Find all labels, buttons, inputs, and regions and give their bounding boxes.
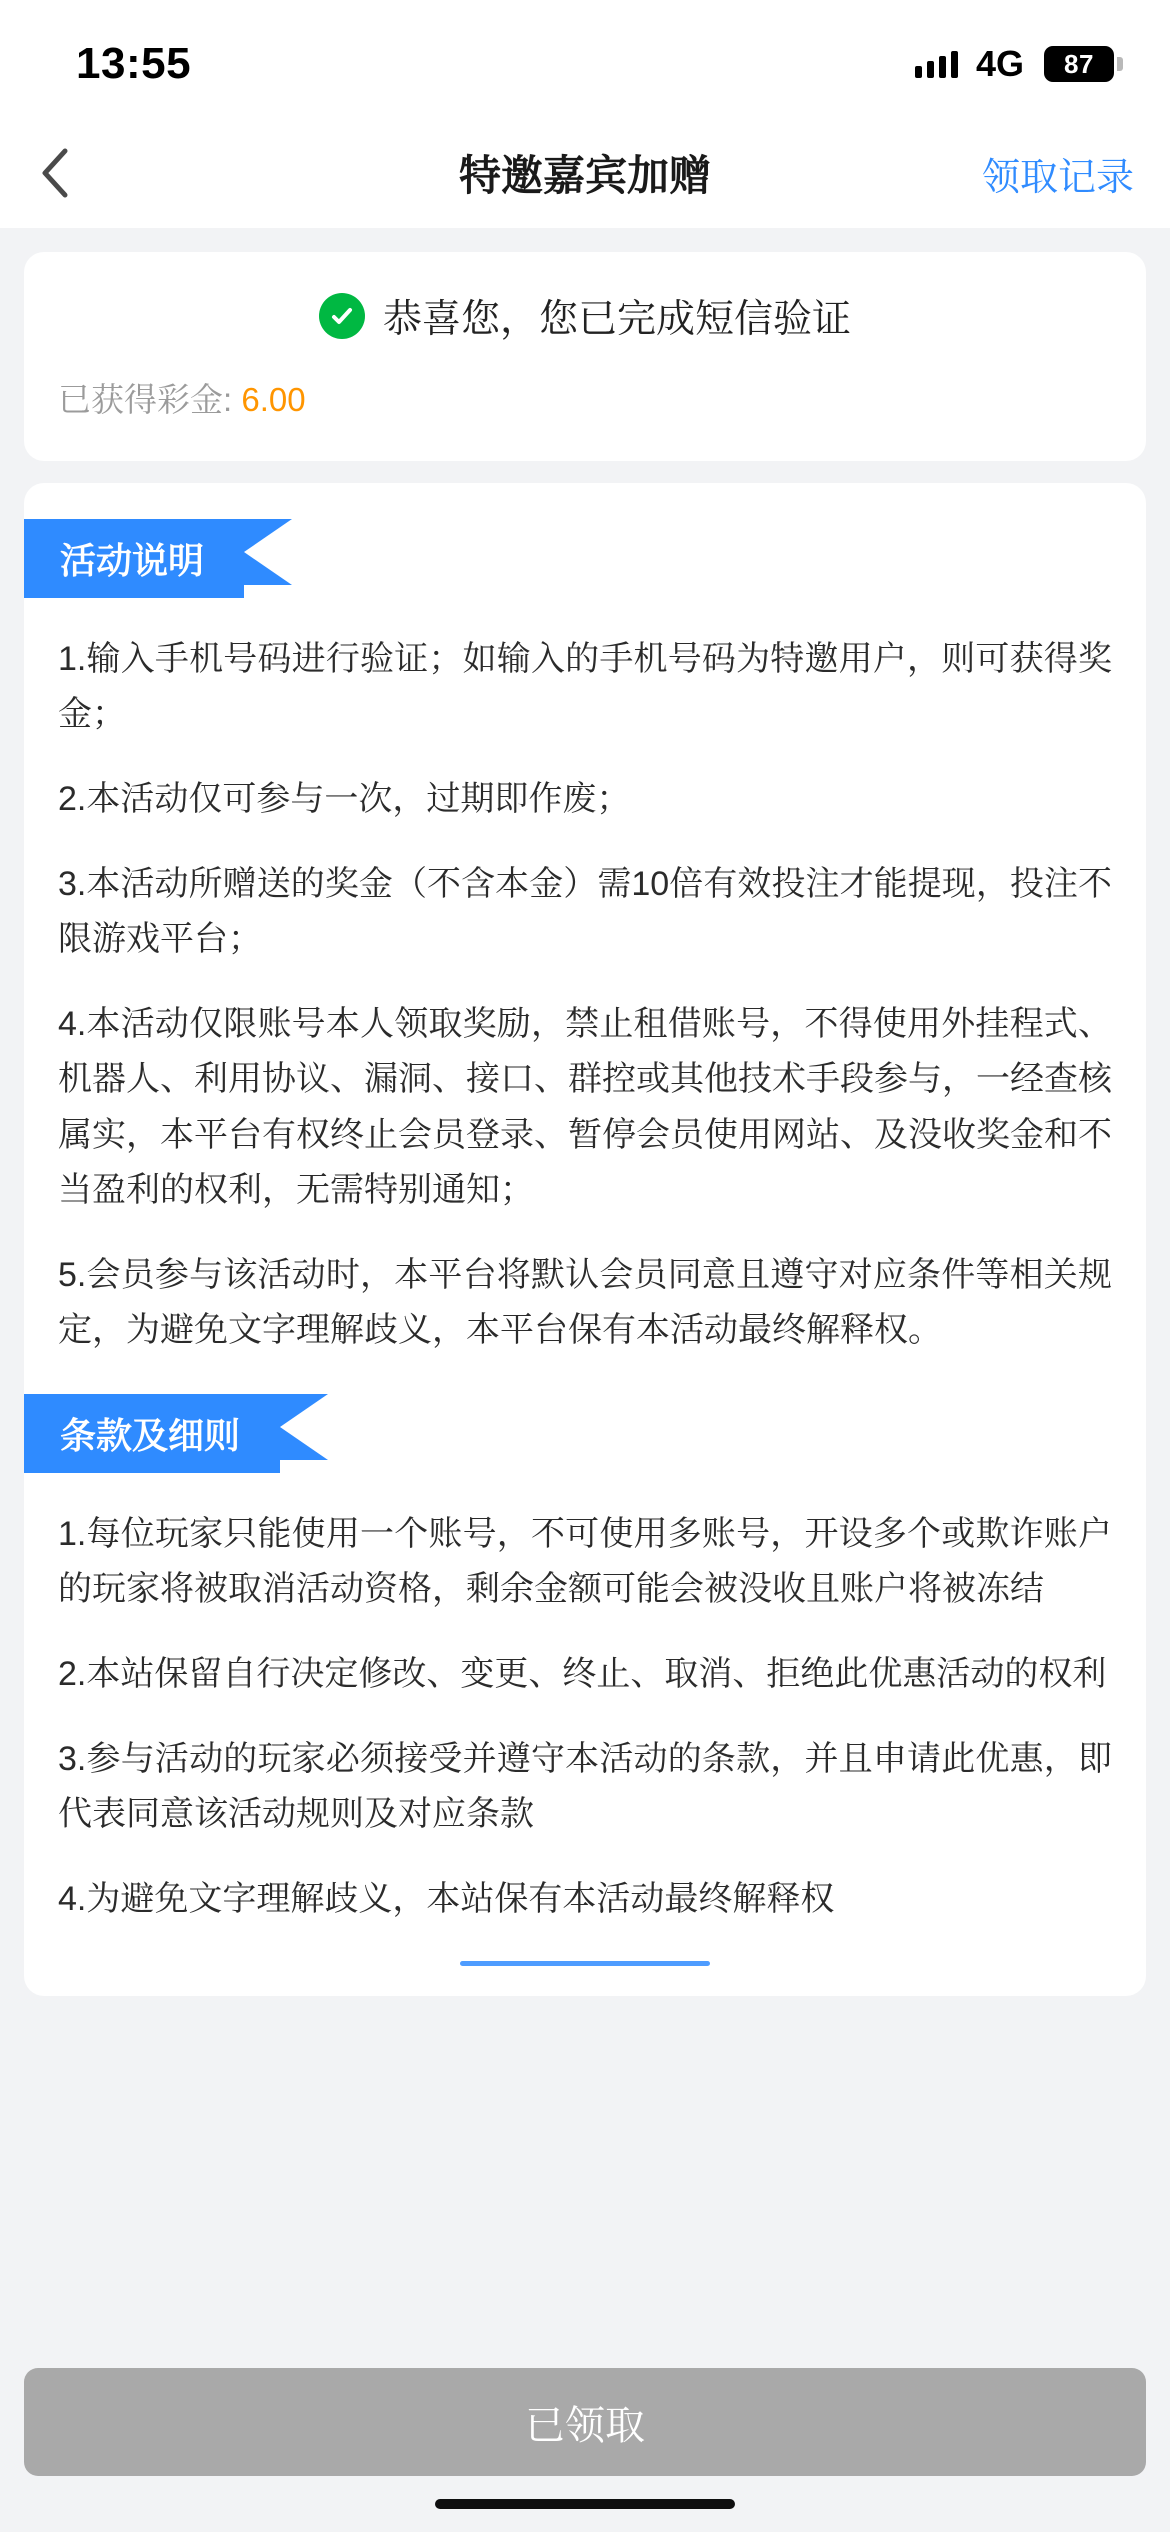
claim-button[interactable]: 已领取 <box>24 2368 1146 2476</box>
amount-row <box>58 374 1112 421</box>
claim-records-link[interactable]: 领取记录 <box>981 156 1134 199</box>
page-title: 特邀嘉宾加赠 <box>458 152 711 199</box>
network-type-label: 4G <box>975 43 1024 84</box>
bottom-bar <box>0 2348 1170 2532</box>
scroll-content[interactable] <box>0 228 1170 2348</box>
chevron-left-icon <box>38 145 72 201</box>
check-circle-icon <box>319 293 365 339</box>
success-row <box>58 288 1112 344</box>
rule-paragraph: 4.本活动仅限账号本人领取奖励，禁止租借账号，不得使用外挂程式、机器人、利用协议、漏洞、接口、群控或其他技术手段参与，一经查核属实，本平台有权终止会员登录、暂停会员使用网站、及没收奖金和不当盈利的权利，无需特别通知； <box>58 1005 1112 1209</box>
ribbon-label: 活动说明 <box>24 519 244 598</box>
term-paragraph: 4.为避免文字理解歧义，本站保有本活动最终解释权 <box>58 1880 835 1919</box>
rule-paragraph: 5.会员参与该活动时，本平台将默认会员同意且遵守对应条件等相关规定，为避免文字理解歧义，本平台保有本活动最终解释权。 <box>58 1255 1112 1349</box>
rule-paragraph: 2.本活动仅可参与一次，过期即作废； <box>58 780 631 819</box>
rule-paragraph: 3.本活动所赠送的奖金（不含本金）需10倍有效投注才能提现，投注不限游戏平台； <box>58 865 1112 959</box>
status-indicators <box>915 33 1114 85</box>
signal-bars-icon <box>915 50 958 78</box>
nav-bar <box>0 118 1170 228</box>
rule-paragraph: 1.输入手机号码进行验证；如输入的手机号码为特邀用户，则可获得奖金； <box>58 640 1112 734</box>
term-paragraph: 3.参与活动的玩家必须接受并遵守本活动的条款，并且申请此优惠，即代表同意该活动规则及对应条款 <box>58 1740 1112 1834</box>
status-bar <box>0 0 1170 118</box>
section-header-terms <box>24 1358 1146 1473</box>
battery-icon <box>1044 46 1114 82</box>
battery-level-label: 87 <box>1064 48 1094 79</box>
home-indicator <box>24 2476 1146 2532</box>
term-paragraph: 1.每位玩家只能使用一个账号，不可使用多账号，开设多个或欺诈账户的玩家将被取消活动资格，剩余金额可能会被没收且账户将被冻结 <box>58 1514 1112 1608</box>
scroll-indicator <box>460 1961 710 1966</box>
status-time: 13:55 <box>76 39 192 88</box>
section-header-activity <box>24 483 1146 598</box>
amount-value: 6.00 <box>241 381 306 418</box>
ribbon-label: 条款及细则 <box>24 1394 280 1473</box>
amount-label: 已获得彩金: <box>58 381 233 418</box>
back-button[interactable] <box>0 118 110 228</box>
rules-panel <box>24 483 1146 1996</box>
success-message: 恭喜您，您已完成短信验证 <box>382 298 851 341</box>
term-paragraph: 2.本站保留自行决定修改、变更、终止、取消、拒绝此优惠活动的权利 <box>58 1655 1107 1694</box>
verification-result-card <box>24 252 1146 461</box>
